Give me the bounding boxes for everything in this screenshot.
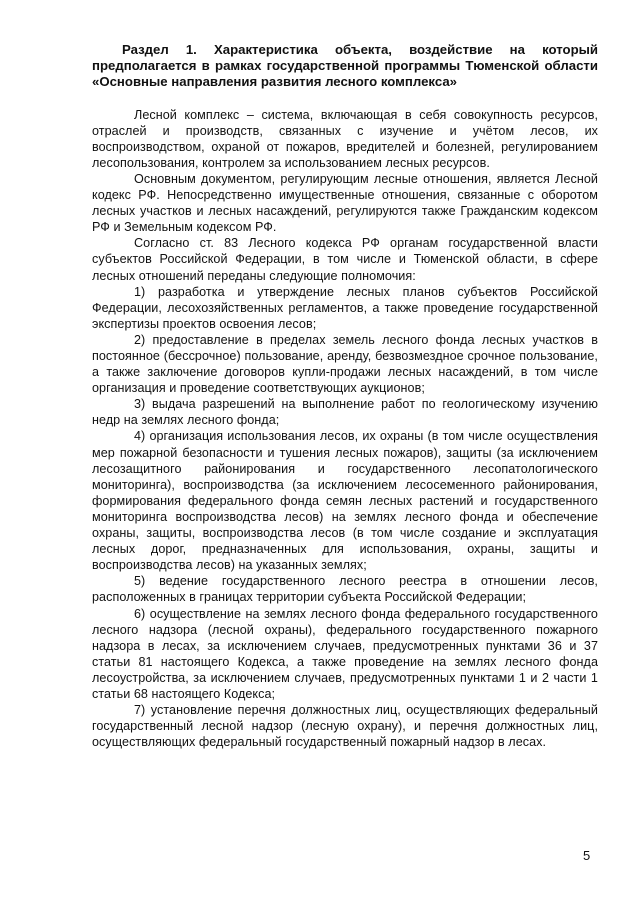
list-item: 7) установление перечня должностных лиц, осуществляющих федеральный государственный лесной надзор (лесную охрану), и перечня должностных лиц, осуществляющих федеральный государственный пожарный надзор в лесах. <box>92 703 598 750</box>
list-item: 4) организация использования лесов, их охраны (в том числе осуществления мер пожарной безопасности и тушения лесных пожаров), защиты (за исключением лесозащитного районирования и государственного лесопатологического мониторинга), воспроизводства (за исключением лесосеменного районирования, формирования федерального фонда семян лесных растений и государственного мониторинга воспроизводства лесов) на землях лесного фонда и обеспечение охраны, защиты, воспроизводства лесов (в том числе создание и эксплуатация лесных дорог, предназначенных для использования, охраны, защиты и воспроизводства лесов) на указанных землях; <box>92 429 598 573</box>
section-heading: Раздел 1. Характеристика объекта, воздействие на который предполагается в рамках государственной программы Тюменской области «Основные направления развития лесного комплекса» <box>92 42 598 90</box>
list-item: 1) разработка и утверждение лесных планов субъектов Российской Федерации, лесохозяйственных регламентов, а также проведение государственной экспертизы проектов освоения лесов; <box>92 284 598 331</box>
paragraph: Основным документом, регулирующим лесные отношения, является Лесной кодекс РФ. Непосредственно имущественные отношения, связанные с оборотом лесных участков и лесных насаждений, регулируются также Гражданским кодексом РФ и Земельным кодексом РФ. <box>92 171 598 235</box>
list-item: 5) ведение государственного лесного реестра в отношении лесов, расположенных в границах территории субъекта Российской Федерации; <box>92 574 598 605</box>
list-item: 6) осуществление на землях лесного фонда федерального государственного лесного надзора (лесной охраны), федерального государственного пожарного надзора в лесах, за исключением случаев, предусмотренных пунктами 36 и 37 статьи 81 настоящего Кодекса, а также проведение на землях лесного фонда лесоустройства, за исключением случаев, предусмотренных пунктами 1 и 2 части 1 статьи 68 настоящего Кодекса; <box>92 606 598 701</box>
paragraph: Лесной комплекс – система, включающая в себя совокупность ресурсов, отраслей и производств, связанных с изучение и учётом лесов, их воспроизводством, охраной от пожаров, вредителей и болезней, регулированием лесопользования, контролем за использованием лесных ресурсов. <box>92 107 598 170</box>
document-body <box>92 42 598 750</box>
page-number: 5 <box>583 848 591 863</box>
paragraph: Согласно ст. 83 Лесного кодекса РФ органам государственной власти субъектов Российской Федерации, в том числе и Тюменской области, в сфере лесных отношений переданы следующие полномочия: <box>92 236 598 283</box>
list-item: 3) выдача разрешений на выполнение работ по геологическому изучению недр на землях лесного фонда; <box>92 397 598 428</box>
list-item: 2) предоставление в пределах земель лесного фонда лесных участков в постоянное (бессрочное) пользование, аренду, безвозмездное срочное пользование, а также заключение договоров купли-продажи лесных насаждений, в том числе организация и проведение соответствующих аукционов; <box>92 332 598 396</box>
